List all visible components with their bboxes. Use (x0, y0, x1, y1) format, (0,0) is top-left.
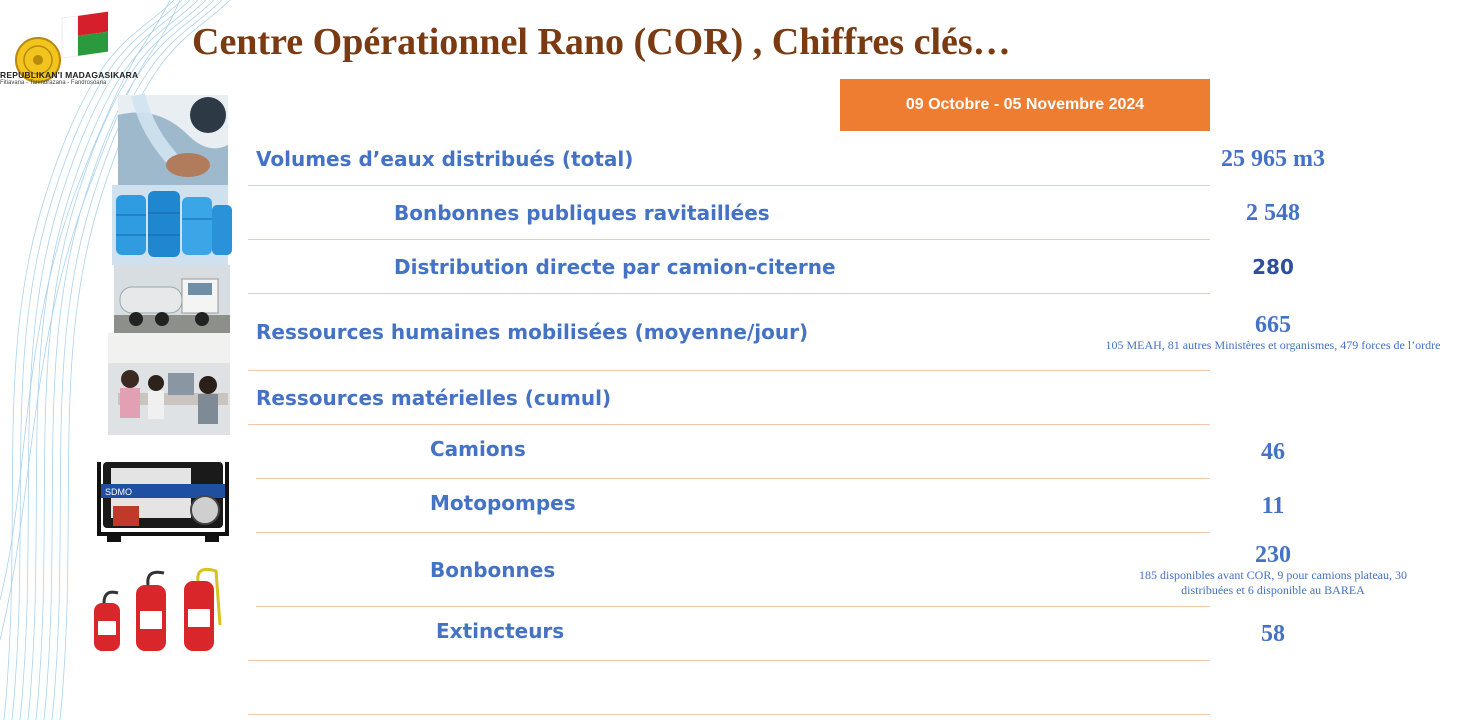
pump-brand-label: SDMO (105, 487, 132, 497)
row-motopompes (256, 479, 1285, 533)
row-label: Volumes d’eaux distribués (total) (256, 146, 634, 171)
motor-pump-image (93, 442, 233, 550)
row-label: Bonbonnes publiques ravitaillées (394, 200, 770, 225)
row-value: 11 (1261, 492, 1285, 519)
row-bonbonnes-publiques (248, 186, 1300, 240)
row-camions (256, 425, 1285, 479)
row-bonbonnes (256, 533, 1407, 607)
row-note: 185 disponibles avant COR, 9 pour camions plateau, 30 distribuées et 6 disponible au BAREA (1139, 567, 1407, 597)
row-extincteurs (248, 607, 1285, 661)
logo-subcaption: Fitiavana - Tanindrazana - Fandrosoana (0, 80, 107, 86)
row-ressources-humaines (248, 294, 1441, 371)
water-splash-image (118, 95, 228, 185)
water-tanks-image (112, 185, 228, 265)
row-value: 230 (1255, 541, 1291, 568)
row-label: Extincteurs (436, 618, 565, 643)
row-label: Camions (430, 436, 526, 461)
row-value: 46 (1261, 438, 1285, 465)
row-note: 105 MEAH, 81 autres Ministères et organismes, 479 forces de l’ordre (1105, 337, 1441, 352)
row-label: Bonbonnes (430, 557, 556, 582)
page-title: Centre Opérationnel Rano (COR) , Chiffres clés… (192, 21, 1011, 63)
row-value: 2 548 (1246, 199, 1300, 226)
row-empty (248, 661, 1210, 715)
call-center-image (108, 333, 230, 435)
row-value: 25 965 m3 (1221, 145, 1325, 172)
logo-caption: REPUBLIKAN'I MADAGASIKARA (0, 70, 139, 80)
row-label: Distribution directe par camion-citerne (394, 254, 836, 279)
row-volumes (248, 132, 1325, 186)
row-label: Motopompes (430, 490, 576, 515)
row-value: 280 (1252, 254, 1294, 279)
row-label: Ressources humaines mobilisées (moyenne/jour) (256, 320, 809, 344)
row-camion-citerne (248, 240, 1294, 294)
period-header: 09 Octobre - 05 Novembre 2024 (840, 79, 1210, 131)
tanker-truck-image (114, 265, 230, 333)
fire-extinguishers-image (90, 565, 230, 655)
row-ressources-materielles (248, 371, 1210, 425)
row-label: Ressources matérielles (cumul) (256, 385, 612, 410)
row-value: 665 (1255, 311, 1291, 338)
row-value: 58 (1261, 620, 1285, 647)
